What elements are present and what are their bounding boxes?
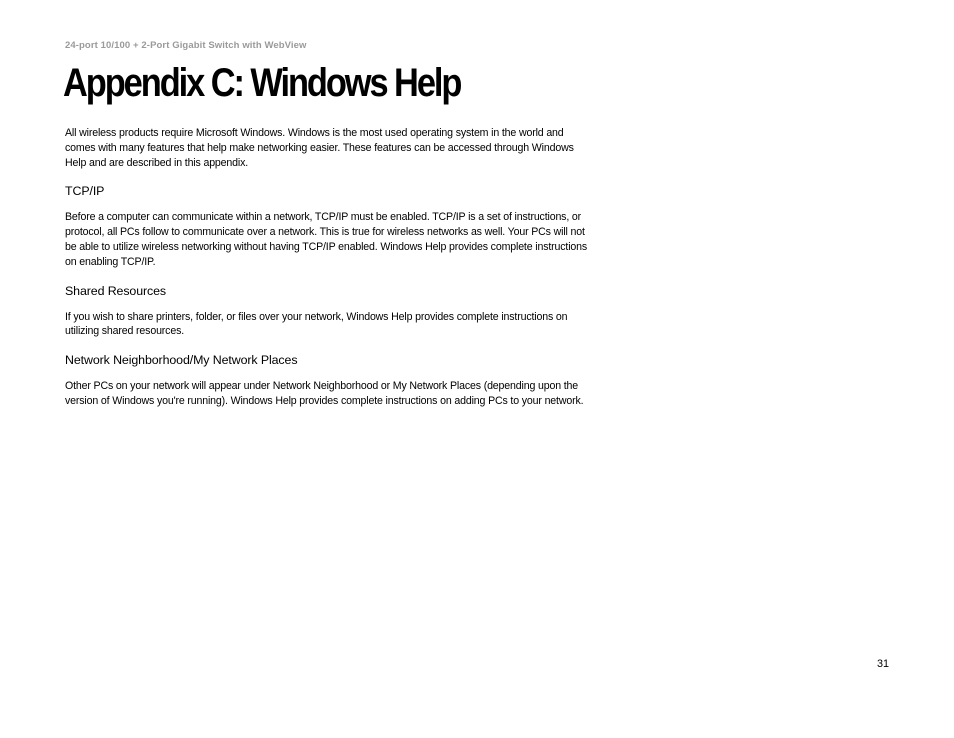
section-heading-tcpip: TCP/IP [65, 184, 105, 199]
section-body-tcpip: Before a computer can communicate within a network, TCP/IP must be enabled. TCP/IP is a set of instructions, or protocol, all PCs follow to communicate over a network. This is true for wireless networks as well. Your PCs will not be able to utilize wireless networking without having TCP/IP enabled. Windows Help provides complete instructions on enabling TCP/IP. [65, 211, 588, 268]
section-heading-network-neighborhood: Network Neighborhood/My Network Places [65, 353, 298, 368]
section-body-network-neighborhood: Other PCs on your network will appear under Network Neighborhood or My Network Places (depending upon the version of Windows you're running). Windows Help provides complete instructions on adding PCs to your network. [65, 380, 584, 407]
page-number: 31 [877, 658, 890, 670]
section-heading-shared-resources: Shared Resources [65, 283, 167, 298]
running-header: 24-port 10/100 + 2-Port Gigabit Switch with WebView [65, 40, 307, 51]
intro-paragraph: All wireless products require Microsoft Windows. Windows is the most used operating system in the world and comes with many features that help make networking easier. These features can be accessed through Windows Help and are described in this appendix. [65, 127, 574, 169]
section-body-shared-resources: If you wish to share printers, folder, or files over your network, Windows Help provides complete instructions on utilizing shared resources. [65, 310, 568, 338]
main-content [65, 126, 590, 409]
page-title: Appendix C: Windows Help [63, 61, 461, 105]
